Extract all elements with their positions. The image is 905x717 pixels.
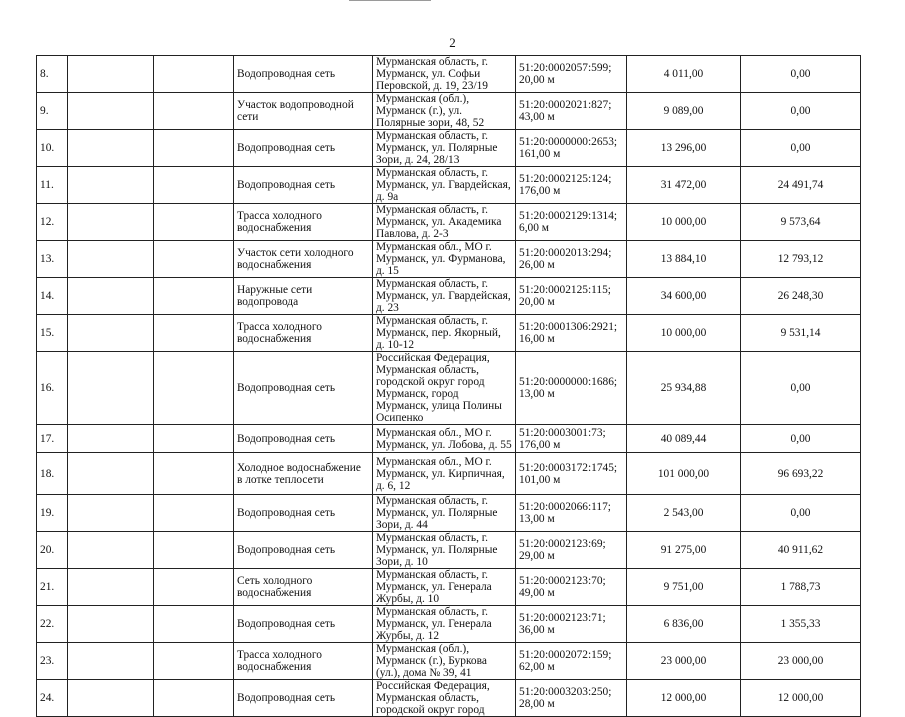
object-address: Мурманская область, г. Мурманск, ул. Полярные Зори, д. 44 (373, 495, 516, 532)
table-row (37, 278, 861, 315)
row-number: 8. (37, 56, 68, 93)
object-name: Трасса холодного водоснабжения (234, 315, 373, 352)
table-row (37, 167, 861, 204)
residual-value: 1 788,73 (741, 569, 861, 606)
balance-value: 13 296,00 (627, 130, 741, 167)
cadastral-number: 51:20:0002123:70; 49,00 м (516, 569, 627, 606)
object-address: Мурманская обл., МО г. Мурманск, ул. Фурманова, д. 15 (373, 241, 516, 278)
row-number: 20. (37, 532, 68, 569)
object-name: Трасса холодного водоснабжения (234, 643, 373, 680)
cadastral-number: 51:20:0003172:1745; 101,00 м (516, 453, 627, 495)
row-number: 21. (37, 569, 68, 606)
balance-value: 12 000,00 (627, 680, 741, 717)
empty-cell (154, 425, 234, 453)
cadastral-number: 51:20:0002066:117; 13,00 м (516, 495, 627, 532)
page-number: 2 (449, 35, 456, 50)
empty-cell (154, 680, 234, 717)
table-row (37, 241, 861, 278)
object-name: Водопроводная сеть (234, 532, 373, 569)
row-number: 18. (37, 453, 68, 495)
empty-cell (68, 532, 154, 569)
empty-cell (68, 680, 154, 717)
balance-value: 10 000,00 (627, 315, 741, 352)
row-number: 14. (37, 278, 68, 315)
empty-cell (154, 315, 234, 352)
table-row (37, 130, 861, 167)
empty-cell (68, 606, 154, 643)
residual-value: 0,00 (741, 495, 861, 532)
residual-value: 26 248,30 (741, 278, 861, 315)
object-address: Мурманская (обл.), Мурманск (г.), Буркова (ул.), дома № 39, 41 (373, 643, 516, 680)
empty-cell (154, 495, 234, 532)
row-number: 15. (37, 315, 68, 352)
row-number: 24. (37, 680, 68, 717)
object-name: Холодное водоснабжение в лотке теплосети (234, 453, 373, 495)
residual-value: 23 000,00 (741, 643, 861, 680)
balance-value: 2 543,00 (627, 495, 741, 532)
empty-cell (154, 241, 234, 278)
object-address: Российская Федерация, Мурманская область, городской округ город Мурманск, город Мурманск, улица Полины Осипенко (373, 352, 516, 425)
object-name: Водопроводная сеть (234, 425, 373, 453)
object-name: Участок сети холодного водоснабжения (234, 241, 373, 278)
object-address: Мурманская обл., МО г. Мурманск, ул. Кирпичная, д. 6, 12 (373, 453, 516, 495)
empty-cell (68, 278, 154, 315)
object-address: Мурманская область, г. Мурманск, ул. Академика Павлова, д. 2-3 (373, 204, 516, 241)
balance-value: 34 600,00 (627, 278, 741, 315)
object-address: Мурманская область, г. Мурманск, ул. Генерала Журбы, д. 12 (373, 606, 516, 643)
row-number: 11. (37, 167, 68, 204)
balance-value: 4 011,00 (627, 56, 741, 93)
row-number: 12. (37, 204, 68, 241)
empty-cell (154, 352, 234, 425)
table-row (37, 352, 861, 425)
empty-cell (68, 241, 154, 278)
object-name: Сеть холодного водоснабжения (234, 569, 373, 606)
cadastral-number: 51:20:0002072:159; 62,00 м (516, 643, 627, 680)
row-number: 16. (37, 352, 68, 425)
row-number: 19. (37, 495, 68, 532)
object-address: Мурманская (обл.), Мурманск (г.), ул. Полярные зори, 48, 52 (373, 93, 516, 130)
residual-value: 12 793,12 (741, 241, 861, 278)
object-address: Мурманская обл., МО г. Мурманск, ул. Лобова, д. 55 (373, 425, 516, 453)
cadastral-number: 51:20:0002057:599; 20,00 м (516, 56, 627, 93)
empty-cell (154, 204, 234, 241)
empty-cell (68, 167, 154, 204)
table-row (37, 425, 861, 453)
empty-cell (154, 569, 234, 606)
cadastral-number: 51:20:0002013:294; 26,00 м (516, 241, 627, 278)
object-name: Водопроводная сеть (234, 495, 373, 532)
balance-value: 6 836,00 (627, 606, 741, 643)
residual-value: 0,00 (741, 352, 861, 425)
residual-value: 12 000,00 (741, 680, 861, 717)
table-row (37, 204, 861, 241)
residual-value: 9 573,64 (741, 204, 861, 241)
balance-value: 31 472,00 (627, 167, 741, 204)
object-address: Мурманская область, г. Мурманск, ул. Генерала Журбы, д. 10 (373, 569, 516, 606)
table-row (37, 569, 861, 606)
balance-value: 23 000,00 (627, 643, 741, 680)
empty-cell (68, 315, 154, 352)
empty-cell (154, 167, 234, 204)
row-number: 10. (37, 130, 68, 167)
residual-value: 0,00 (741, 93, 861, 130)
cadastral-number: 51:20:0000000:2653; 161,00 м (516, 130, 627, 167)
empty-cell (68, 453, 154, 495)
residual-value: 1 355,33 (741, 606, 861, 643)
cadastral-number: 51:20:0002123:69; 29,00 м (516, 532, 627, 569)
table-row (37, 532, 861, 569)
table-row (37, 495, 861, 532)
cadastral-number: 51:20:0002123:71; 36,00 м (516, 606, 627, 643)
balance-value: 13 884,10 (627, 241, 741, 278)
empty-cell (154, 532, 234, 569)
cadastral-number: 51:20:0002021:827; 43,00 м (516, 93, 627, 130)
object-address: Мурманская область, г. Мурманск, ул. Софьи Перовской, д. 19, 23/19 (373, 56, 516, 93)
table-body (37, 56, 861, 717)
cadastral-number: 51:20:0003001:73; 176,00 м (516, 425, 627, 453)
empty-cell (154, 93, 234, 130)
empty-cell (68, 569, 154, 606)
cadastral-number: 51:20:0001306:2921; 16,00 м (516, 315, 627, 352)
empty-cell (68, 495, 154, 532)
empty-cell (68, 204, 154, 241)
object-name: Водопроводная сеть (234, 352, 373, 425)
empty-cell (68, 352, 154, 425)
empty-cell (68, 425, 154, 453)
cadastral-number: 51:20:0002125:124; 176,00 м (516, 167, 627, 204)
balance-value: 9 089,00 (627, 93, 741, 130)
residual-value: 0,00 (741, 56, 861, 93)
object-address: Мурманская область, г. Мурманск, ул. Полярные Зори, д. 24, 28/13 (373, 130, 516, 167)
row-number: 23. (37, 643, 68, 680)
residual-value: 24 491,74 (741, 167, 861, 204)
empty-cell (154, 453, 234, 495)
object-name: Трасса холодного водоснабжения (234, 204, 373, 241)
property-register-table (36, 55, 861, 717)
object-address: Мурманская область, г. Мурманск, ул. Полярные Зори, д. 10 (373, 532, 516, 569)
balance-value: 101 000,00 (627, 453, 741, 495)
residual-value: 96 693,22 (741, 453, 861, 495)
residual-value: 40 911,62 (741, 532, 861, 569)
object-name: Водопроводная сеть (234, 56, 373, 93)
empty-cell (68, 93, 154, 130)
top-rule (349, 0, 431, 1)
row-number: 9. (37, 93, 68, 130)
empty-cell (68, 130, 154, 167)
cadastral-number: 51:20:0003203:250; 28,00 м (516, 680, 627, 717)
object-name: Водопроводная сеть (234, 167, 373, 204)
table-row (37, 93, 861, 130)
row-number: 22. (37, 606, 68, 643)
empty-cell (68, 56, 154, 93)
object-name: Наружные сети водопровода (234, 278, 373, 315)
row-number: 13. (37, 241, 68, 278)
table-row (37, 453, 861, 495)
residual-value: 0,00 (741, 130, 861, 167)
empty-cell (154, 606, 234, 643)
empty-cell (68, 643, 154, 680)
table-row (37, 56, 861, 93)
object-name: Водопроводная сеть (234, 680, 373, 717)
object-address: Мурманская область, г. Мурманск, ул. Гвардейская, д. 9а (373, 167, 516, 204)
object-name: Водопроводная сеть (234, 606, 373, 643)
object-name: Участок водопроводной сети (234, 93, 373, 130)
balance-value: 9 751,00 (627, 569, 741, 606)
empty-cell (154, 56, 234, 93)
empty-cell (154, 278, 234, 315)
cadastral-number: 51:20:0000000:1686; 13,00 м (516, 352, 627, 425)
balance-value: 25 934,88 (627, 352, 741, 425)
table-row (37, 643, 861, 680)
cadastral-number: 51:20:0002125:115; 20,00 м (516, 278, 627, 315)
empty-cell (154, 130, 234, 167)
table-row (37, 606, 861, 643)
empty-cell (154, 643, 234, 680)
object-address: Российская Федерация, Мурманская область, городской округ город (373, 680, 516, 717)
table-row (37, 680, 861, 717)
object-address: Мурманская область, г. Мурманск, ул. Гвардейская, д. 23 (373, 278, 516, 315)
cadastral-number: 51:20:0002129:1314; 6,00 м (516, 204, 627, 241)
balance-value: 91 275,00 (627, 532, 741, 569)
residual-value: 9 531,14 (741, 315, 861, 352)
object-address: Мурманская область, г. Мурманск, пер. Якорный, д. 10-12 (373, 315, 516, 352)
balance-value: 10 000,00 (627, 204, 741, 241)
table-row (37, 315, 861, 352)
residual-value: 0,00 (741, 425, 861, 453)
object-name: Водопроводная сеть (234, 130, 373, 167)
balance-value: 40 089,44 (627, 425, 741, 453)
row-number: 17. (37, 425, 68, 453)
